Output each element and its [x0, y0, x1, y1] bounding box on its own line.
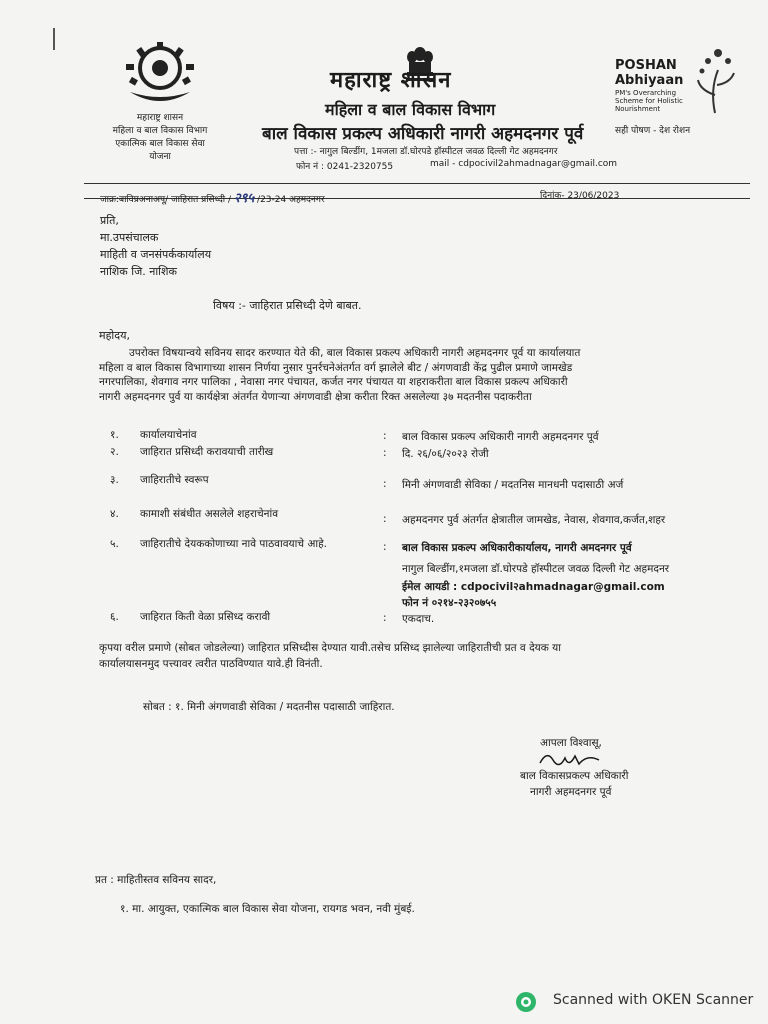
left-caption [70, 112, 250, 164]
item-value: बाल विकास प्रकल्प अधिकारीकार्यालय, नागरी अमदनगर पूर्व [402, 542, 632, 554]
item-number: १. [110, 429, 119, 441]
body-paragraph [99, 346, 689, 404]
closing-paragraph [99, 640, 699, 672]
poshan-sub-line: Nourishment [615, 105, 661, 113]
recipient-line: माहिती व जनसंपर्ककार्यालय [100, 248, 212, 261]
left-caption-line: एकात्मिक बाल विकास सेवा [115, 139, 205, 149]
enclosure-line: सोबत : १. मिनी अंगणवाडी सेविका / मदतनीस पदासाठी जाहिरात. [143, 701, 395, 713]
office-phone: फोन नं : 0241-2320755 [296, 162, 394, 172]
oken-scanner-icon [515, 991, 537, 1013]
item-colon: : [383, 513, 387, 525]
item-number: ४. [110, 508, 119, 520]
item-colon: : [383, 447, 387, 459]
office-address: पत्ता :- नागुल बिल्डींग, 1मजला डॉ.घोरपडे हॉस्पीटल जवळ दिल्ली गेट अहमदनगर [294, 147, 558, 157]
item-label: जाहिरात किती वेळा प्रसिध्द करावी [140, 611, 271, 623]
ref-handwritten-number: २९५ [233, 191, 255, 206]
poshan-title-line: POSHAN [615, 58, 677, 73]
scanner-watermark: Scanned with OKEN Scanner [553, 992, 754, 1008]
item-colon: : [383, 612, 387, 624]
department-name: महिला व बाल विकास विभाग [325, 100, 496, 119]
item-value: बाल विकास प्रकल्प अधिकारी नागरी अहमदनगर पूर्व [402, 431, 599, 443]
body-line: उपरोक्त विषयान्वये सविनय सादर करण्यात येते की, बाल विकास प्रकल्प अधिकारी नागरी अहमदनगर पूर्व या कार्यालयात [129, 347, 581, 359]
recipient-line: नाशिक जि. नाशिक [100, 265, 177, 278]
item-number: २. [110, 446, 119, 458]
recipient-line: मा.उपसंचालक [100, 231, 159, 244]
header-divider [84, 183, 750, 184]
item-value: मिनी अंगणवाडी सेविका / मदतनिस मानधनी पदासाठी अर्ज [402, 479, 624, 491]
item-value: दि. २६/०६/२०२३ रोजी [402, 448, 489, 460]
left-caption-line: योजना [149, 152, 171, 162]
poshan-plant-icon [690, 45, 740, 115]
item-label: कार्यालयाचेनांव [140, 429, 197, 441]
margin-mark [53, 28, 55, 50]
ref-prefix: जाक्र:बाविप्रअनाअपू/ जाहिरात प्रसिध्दी / [100, 195, 232, 205]
item-colon: : [383, 478, 387, 490]
item-value-extra: ईमेल आयडी : cdpocivil२ahmadnagar@gmail.com [402, 581, 665, 593]
page-title: महाराष्ट्र शासन [330, 68, 452, 93]
closing-line: कृपया वरील प्रमाणे (सोबत जोडलेल्या) जाहिरात प्रसिध्दीस देण्यात यावी.तसेच प्रसिध्द झालेल्या जाहिरातीची प्रत व देयक या [99, 642, 561, 654]
item-value: अहमदनगर पुर्व अंतर्गत क्षेत्रातील जामखेड, नेवास, शेवगाव,कर्जत,शहर [402, 514, 666, 526]
item-colon: : [383, 430, 387, 442]
item-colon: : [383, 541, 387, 553]
body-line: नगरपालिका, शेवगाव नगर पालिका , नेवासा नगर पंचायत, कर्जत नगर पंचायत या शहराकरीता बाल विकास प्रकल्प अधिकारी [99, 376, 568, 388]
item-number: ५. [110, 538, 119, 550]
letter-date: दिनांक- 23/06/2023 [540, 191, 620, 201]
poshan-sub-line: Scheme for Holistic [615, 97, 683, 105]
reference-number [100, 188, 325, 206]
office-name: बाल विकास प्रकल्प अधिकारी नागरी अहमदनगर पूर्व [262, 124, 584, 144]
item-number: ६. [110, 611, 119, 623]
copy-to-heading: प्रत : माहितीस्तव सविनय सादर, [95, 874, 217, 886]
subject-line: विषय :- जाहिरात प्रसिध्दी देणे बाबत. [213, 299, 362, 312]
icds-logo-icon [100, 40, 220, 110]
poshan-tagline: सही पोषण - देश रोशन [615, 126, 691, 136]
item-label: जाहिरातीचे स्वरूप [140, 474, 209, 486]
salutation: महोदय, [99, 329, 130, 342]
item-value: एकदाच. [402, 613, 435, 625]
body-line: नागरी अहमदनगर पुर्व या कार्यक्षेत्रा अंतर्गत येणाऱ्या अंगणवाडी क्षेत्रा करीता रिक्त असलेल्या ३७ मदतनीस पदाकरीता [99, 390, 532, 403]
signatory-title: बाल विकासप्रकल्प अधिकारी [520, 770, 629, 782]
signature-greeting: आपला विश्वासू, [540, 737, 602, 749]
item-label: कामाशी संबंधीत असलेले शहराचेनांव [140, 508, 279, 520]
ref-suffix: /23-24 अहमदनगर [257, 195, 325, 205]
item-number: ३. [110, 474, 119, 486]
body-line: महिला व बाल विकास विभागाच्या शासन निर्णया नुसार पुनर्रचनेअंतर्गत वर्ग झालेले बीट / अंगणवाडी केंद्र पुढील प्रमाणे जामखेड [99, 361, 573, 374]
signatory-office: नागरी अहमदनगर पूर्व [530, 786, 612, 798]
item-value-extra: नागुल बिल्डींग,१मजला डॉ.घोरपडे हॉस्पीटल जवळ दिल्ली गेट अहमदनर [402, 563, 670, 575]
poshan-title-line: Abhiyaan [615, 73, 684, 88]
left-caption-line: महिला व बाल विकास विभाग [112, 126, 208, 136]
office-email: mail - cdpocivil2ahmadnagar@gmail.com [430, 159, 618, 169]
signature-image [535, 748, 605, 770]
item-label: जाहिरातीचे देयककोणाच्या नावे पाठवावयाचे आहे. [140, 538, 328, 550]
copy-to-item: १. मा. आयुक्त, एकात्मिक बाल विकास सेवा योजना, रायगड भवन, नवी मुंबई. [120, 903, 415, 915]
item-label: जाहिरात प्रसिध्दी करावयाची तारीख [140, 446, 274, 458]
left-caption-line: महाराष्ट्र शासन [136, 113, 184, 123]
closing-line: कार्यालयासनमुद पत्त्यावर त्वरीत पाठविण्यात यावे.ही विनंती. [99, 658, 323, 670]
poshan-sub-line: PM's Overarching [615, 89, 677, 97]
item-value-extra: फोन नं ०२१४-२३२०७५५ [402, 597, 497, 609]
recipient-line: प्रति, [100, 214, 119, 227]
